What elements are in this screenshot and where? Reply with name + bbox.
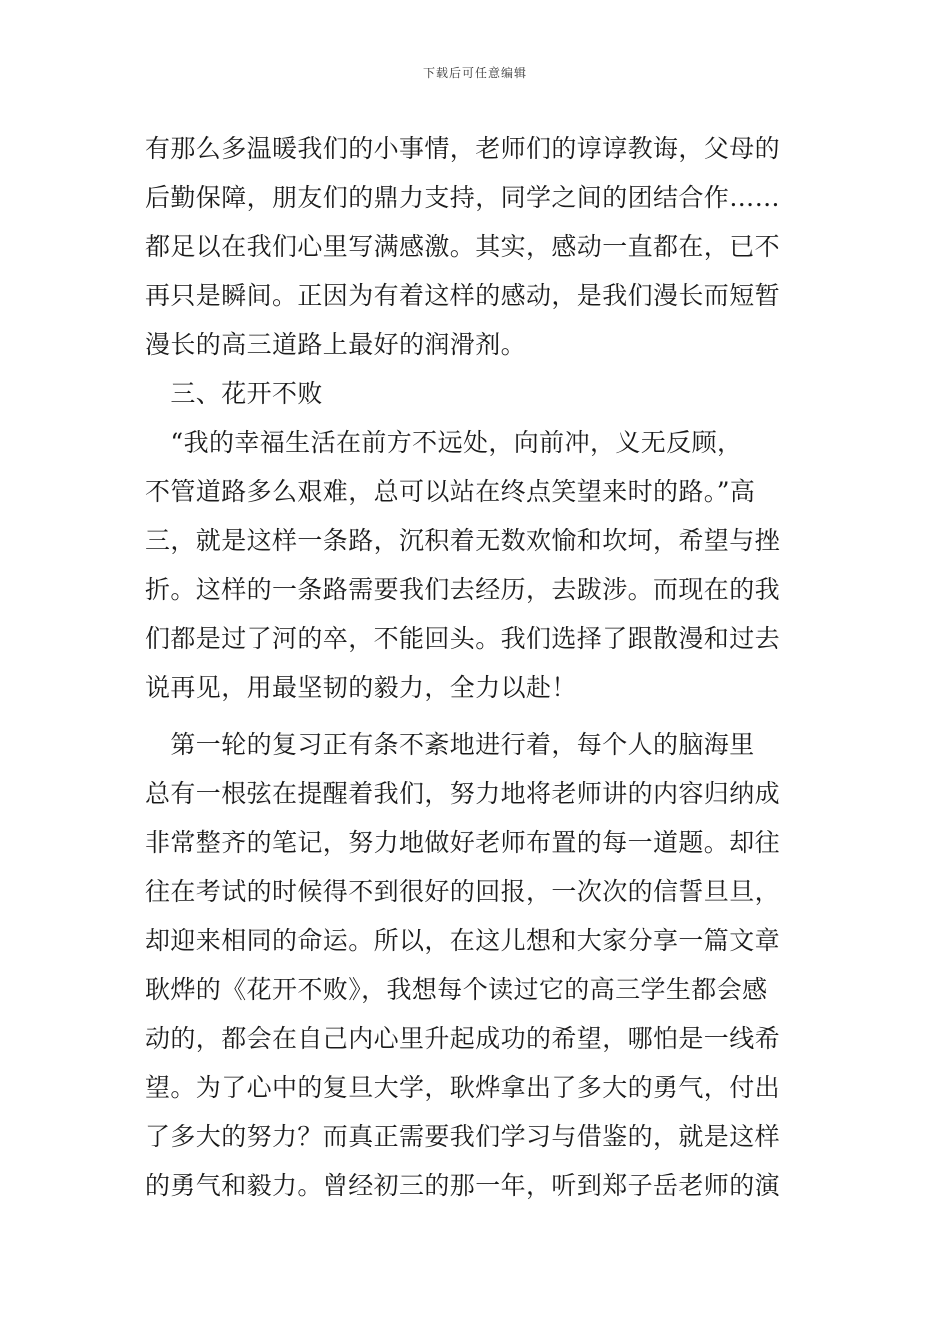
text-line: 漫长的高三道路上最好的润滑剂。: [145, 330, 527, 359]
text-line: 不管道路多么艰难，总可以站在终点笑望来时的路。”高: [145, 477, 756, 506]
text-line: 非常整齐的笔记，努力地做好老师布置的每一道题。却往: [145, 828, 781, 857]
text-line: 说再见，用最坚韧的毅力，全力以赴！: [145, 673, 577, 702]
text-line: 三，就是这样一条路，沉积着无数欢愉和坎坷，希望与挫: [145, 526, 781, 555]
paragraph: [145, 720, 810, 1210]
text-line: 再只是瞬间。正因为有着这样的感动，是我们漫长而短暂: [145, 281, 781, 310]
text-line: 都足以在我们心里写满感激。其实，感动一直都在，已不: [145, 232, 781, 261]
paragraph: [145, 418, 810, 712]
text-line: 耿烨的《花开不败》，我想每个读过它的高三学生都会感: [145, 975, 768, 1004]
text-line: 望。为了心中的复旦大学，耿烨拿出了多大的勇气，付出: [145, 1073, 781, 1102]
text-line: 往在考试的时候得不到很好的回报，一次次的信誓旦旦，: [145, 877, 781, 906]
text-line: 有那么多温暖我们的小事情，老师们的谆谆教诲，父母的: [145, 134, 781, 163]
document-body: [145, 124, 810, 1210]
text-line: “我的幸福生活在前方不远处，向前冲，义无反顾，: [145, 428, 743, 457]
text-line: 们都是过了河的卒，不能回头。我们选择了跟散漫和过去: [145, 624, 781, 653]
text-line: 后勤保障，朋友们的鼎力支持，同学之间的团结合作……: [145, 183, 781, 212]
text-line: 动的，都会在自己内心里升起成功的希望，哪怕是一线希: [145, 1024, 781, 1053]
paragraph: [145, 124, 810, 369]
text-line: 折。这样的一条路需要我们去经历，去跋涉。而现在的我: [145, 575, 781, 604]
text-line: 却迎来相同的命运。所以，在这儿想和大家分享一篇文章: [145, 926, 781, 955]
text-line: 第一轮的复习正有条不紊地进行着，每个人的脑海里: [145, 730, 755, 759]
text-line: 三、花开不败: [145, 379, 323, 408]
text-line: 总有一根弦在提醒着我们，努力地将老师讲的内容归纳成: [145, 779, 781, 808]
text-line: 的勇气和毅力。曾经初三的那一年，听到郑子岳老师的演: [145, 1171, 781, 1200]
text-line: 了多大的努力？而真正需要我们学习与借鉴的，就是这样: [145, 1122, 781, 1151]
section-heading: [145, 369, 810, 418]
page-header-note: 下载后可任意编辑: [422, 66, 527, 80]
